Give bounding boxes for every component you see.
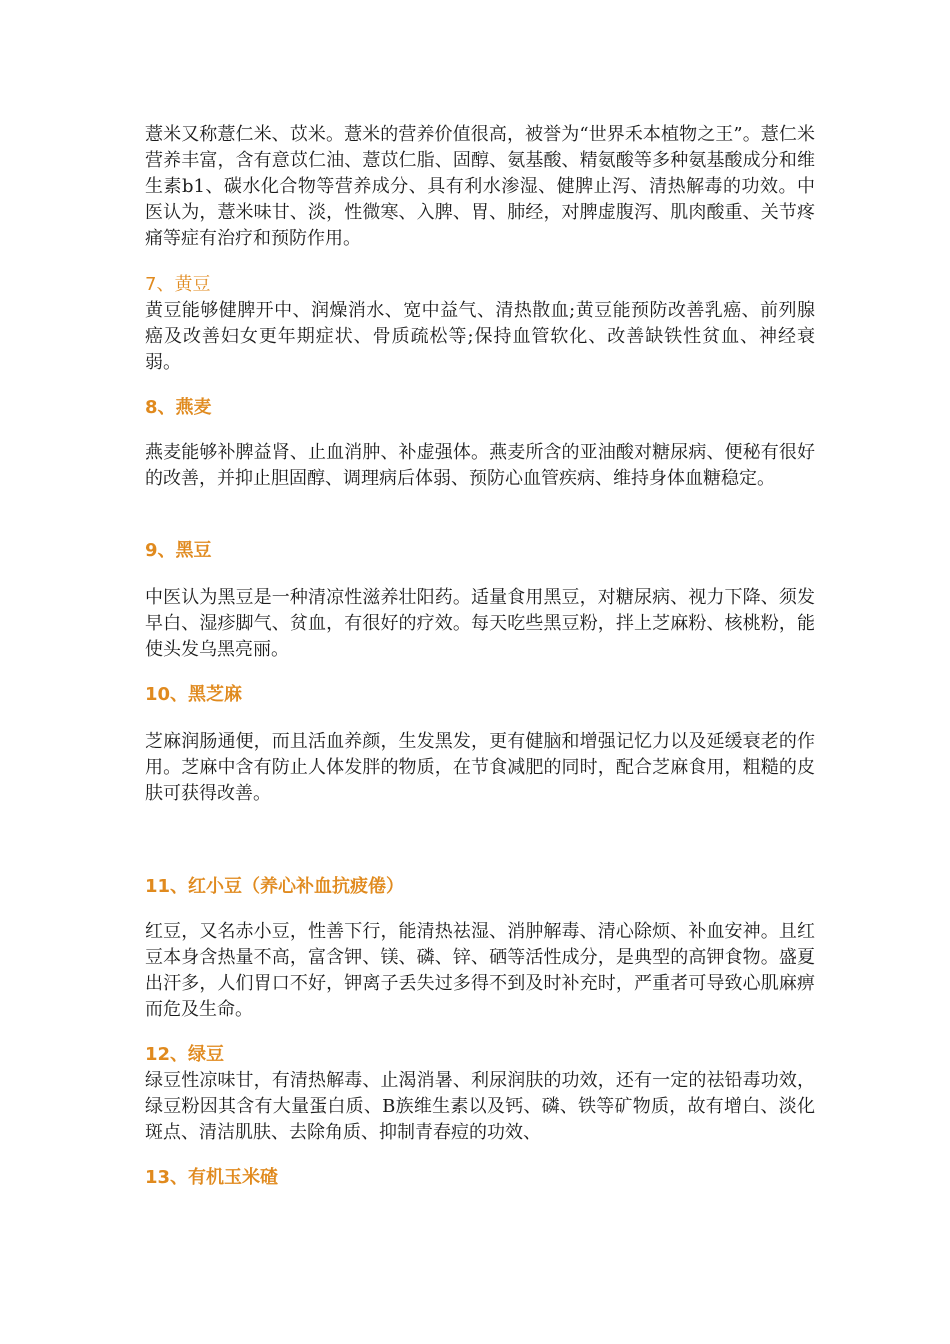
section-12-heading: 12、绿豆 bbox=[145, 1044, 225, 1065]
section-10-heading: 10、黑芝麻 bbox=[145, 684, 243, 705]
section-9-heading: 9、黑豆 bbox=[145, 540, 212, 561]
section-12-paragraph: 绿豆性凉味甘，有清热解毒、止渴消暑、利尿润肤的功效，还有一定的祛铅毒功效，绿豆粉因其含有大量蛋白质、B族维生素以及钙、磷、铁等矿物质，故有增白、淡化斑点、清洁肌肤、去除角质、抑制青春痘的功效、 bbox=[145, 1070, 815, 1143]
section-11-paragraph: 红豆，又名赤小豆，性善下行，能清热祛湿、消肿解毒、清心除烦、补血安神。且红豆本身含热量不高，富含钾、镁、磷、锌、硒等活性成分，是典型的高钾食物。盛夏出汗多，人们胃口不好，钾离子丢失过多得不到及时补充时，严重者可导致心肌麻痹而危及生命。 bbox=[145, 921, 815, 1020]
section-7-paragraph: 黄豆能够健脾开中、润燥消水、宽中益气、清热散血;黄豆能预防改善乳癌、前列腺癌及改善妇女更年期症状、骨质疏松等;保持血管软化、改善缺铁性贫血、神经衰弱。 bbox=[145, 300, 815, 373]
section-13-heading: 13、有机玉米碴 bbox=[145, 1167, 279, 1188]
section-7-heading: 7、黄豆 bbox=[145, 274, 211, 295]
section-11-heading: 11、红小豆（养心补血抗疲倦） bbox=[145, 876, 405, 897]
section-10-paragraph: 芝麻润肠通便，而且活血养颜，生发黑发，更有健脑和增强记忆力以及延缓衰老的作用。芝麻中含有防止人体发胖的物质，在节食减肥的同时，配合芝麻食用，粗糙的皮肤可获得改善。 bbox=[145, 731, 815, 804]
intro-paragraph: 薏米又称薏仁米、苡米。薏米的营养价值很高，被誉为“世界禾本植物之王”。薏仁米营养丰富，含有意苡仁油、薏苡仁脂、固醇、氨基酸、精氨酸等多种氨基酸成分和维生素b1、碳水化合物等营养成分、具有利水渗湿、健脾止泻、清热解毒的功效。中医认为，薏米味甘、淡，性微寒、入脾、胃、肺经，对脾虚腹泻、肌肉酸重、关节疼痛等症有治疗和预防作用。 bbox=[145, 124, 815, 249]
section-8-heading: 8、燕麦 bbox=[145, 397, 212, 418]
section-8-paragraph: 燕麦能够补脾益肾、止血消肿、补虚强体。燕麦所含的亚油酸对糖尿病、便秘有很好的改善，并抑止胆固醇、调理病后体弱、预防心血管疾病、维持身体血糖稳定。 bbox=[145, 442, 815, 489]
section-9-paragraph: 中医认为黑豆是一种清凉性滋养壮阳药。适量食用黑豆，对糖尿病、视力下降、须发早白、湿疹脚气、贫血，有很好的疗效。每天吃些黑豆粉，拌上芝麻粉、核桃粉，能使头发乌黑亮丽。 bbox=[145, 587, 815, 660]
